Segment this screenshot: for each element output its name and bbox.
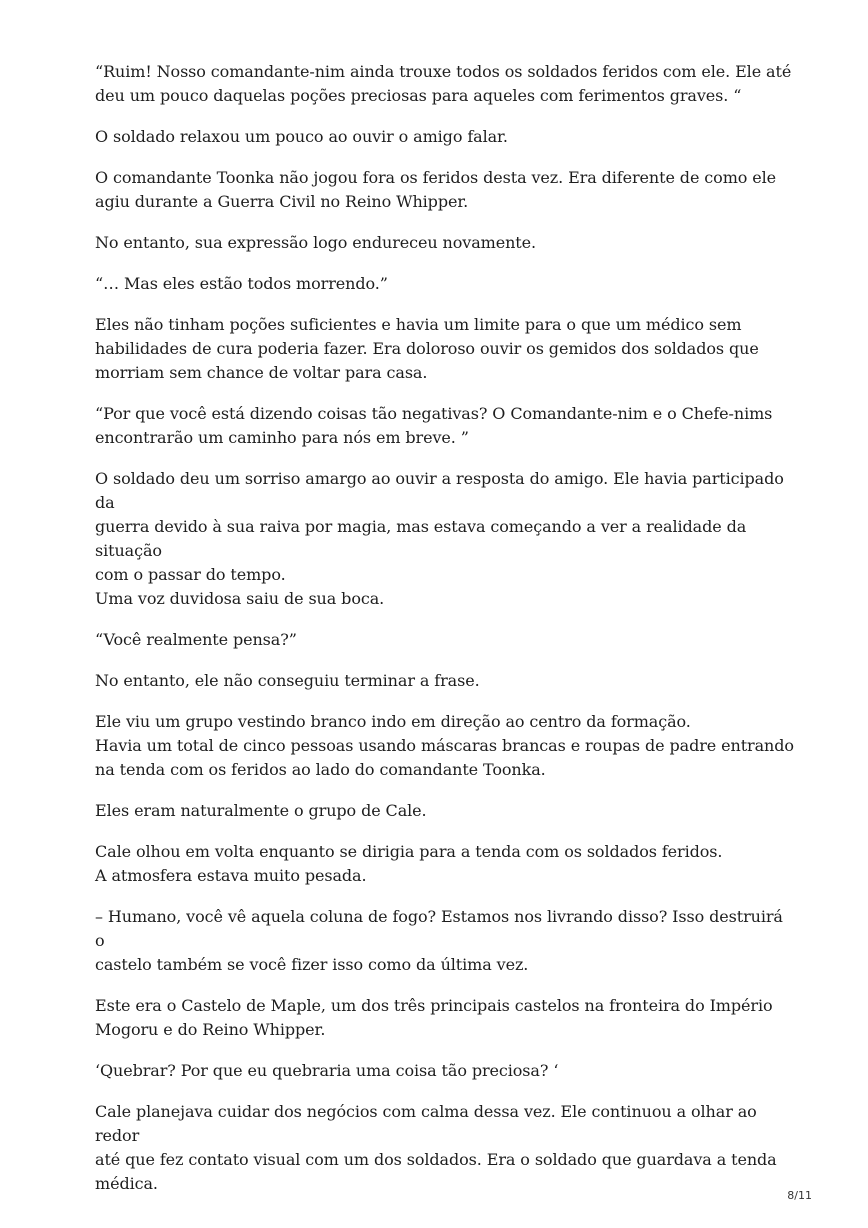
- text-line: O soldado deu um sorriso amargo ao ouvir a resposta do amigo. Ele havia participado da: [95, 469, 784, 512]
- paragraph: [95, 467, 795, 611]
- text-line: agiu durante a Guerra Civil no Reino Whipper.: [95, 192, 469, 211]
- paragraph: [95, 840, 795, 888]
- paragraph: [95, 272, 795, 296]
- text-line: “… Mas eles estão todos morrendo.”: [95, 274, 388, 293]
- document-page: [95, 60, 795, 1213]
- paragraph: [95, 710, 795, 782]
- text-line: No entanto, sua expressão logo endureceu novamente.: [95, 233, 536, 252]
- text-line: “Ruim! Nosso comandante-nim ainda trouxe todos os soldados feridos com ele. Ele até: [95, 62, 792, 81]
- paragraph: [95, 313, 795, 385]
- text-line: A atmosfera estava muito pesada.: [95, 866, 367, 885]
- text-line: deu um pouco daquelas poções preciosas para aqueles com ferimentos graves. “: [95, 86, 742, 105]
- text-line: Cale olhou em volta enquanto se dirigia para a tenda com os soldados feridos.: [95, 842, 723, 861]
- text-line: guerra devido à sua raiva por magia, mas estava começando a ver a realidade da situação: [95, 517, 747, 560]
- page-number: 8/11: [787, 1189, 812, 1202]
- paragraph: [95, 402, 795, 450]
- text-line: com o passar do tempo.: [95, 565, 286, 584]
- text-line: O comandante Toonka não jogou fora os feridos desta vez. Era diferente de como ele: [95, 168, 777, 187]
- text-line: Havia um total de cinco pessoas usando máscaras brancas e roupas de padre entrando: [95, 736, 794, 755]
- paragraph: [95, 1100, 795, 1196]
- paragraph: [95, 799, 795, 823]
- paragraph: [95, 1059, 795, 1083]
- text-line: O soldado relaxou um pouco ao ouvir o amigo falar.: [95, 127, 508, 146]
- text-line: castelo também se você fizer isso como da última vez.: [95, 955, 529, 974]
- paragraph: [95, 628, 795, 652]
- paragraph: [95, 125, 795, 149]
- text-line: morriam sem chance de voltar para casa.: [95, 363, 428, 382]
- text-line: “Por que você está dizendo coisas tão negativas? O Comandante-nim e o Chefe-nims: [95, 404, 773, 423]
- text-line: Cale planejava cuidar dos negócios com calma dessa vez. Ele continuou a olhar ao redor: [95, 1102, 757, 1145]
- text-line: No entanto, ele não conseguiu terminar a frase.: [95, 671, 480, 690]
- paragraph: [95, 905, 795, 977]
- text-line: Uma voz duvidosa saiu de sua boca.: [95, 589, 385, 608]
- text-line: “Você realmente pensa?”: [95, 630, 297, 649]
- text-line: até que fez contato visual com um dos soldados. Era o soldado que guardava a tenda: [95, 1150, 777, 1169]
- text-line: Mogoru e do Reino Whipper.: [95, 1020, 326, 1039]
- text-line: ‘Quebrar? Por que eu quebraria uma coisa tão preciosa? ‘: [95, 1061, 559, 1080]
- paragraph: [95, 60, 795, 108]
- paragraph: [95, 994, 795, 1042]
- text-line: encontrarão um caminho para nós em breve. ”: [95, 428, 469, 447]
- paragraph: [95, 166, 795, 214]
- text-line: Este era o Castelo de Maple, um dos três principais castelos na fronteira do Império: [95, 996, 773, 1015]
- paragraph: [95, 669, 795, 693]
- text-line: Ele viu um grupo vestindo branco indo em direção ao centro da formação.: [95, 712, 691, 731]
- text-line: médica.: [95, 1174, 158, 1193]
- text-line: – Humano, você vê aquela coluna de fogo? Estamos nos livrando disso? Isso destruirá o: [95, 907, 783, 950]
- text-line: Eles eram naturalmente o grupo de Cale.: [95, 801, 427, 820]
- paragraph: [95, 231, 795, 255]
- text-line: Eles não tinham poções suficientes e havia um limite para o que um médico sem: [95, 315, 742, 334]
- text-line: na tenda com os feridos ao lado do comandante Toonka.: [95, 760, 546, 779]
- text-line: habilidades de cura poderia fazer. Era doloroso ouvir os gemidos dos soldados que: [95, 339, 759, 358]
